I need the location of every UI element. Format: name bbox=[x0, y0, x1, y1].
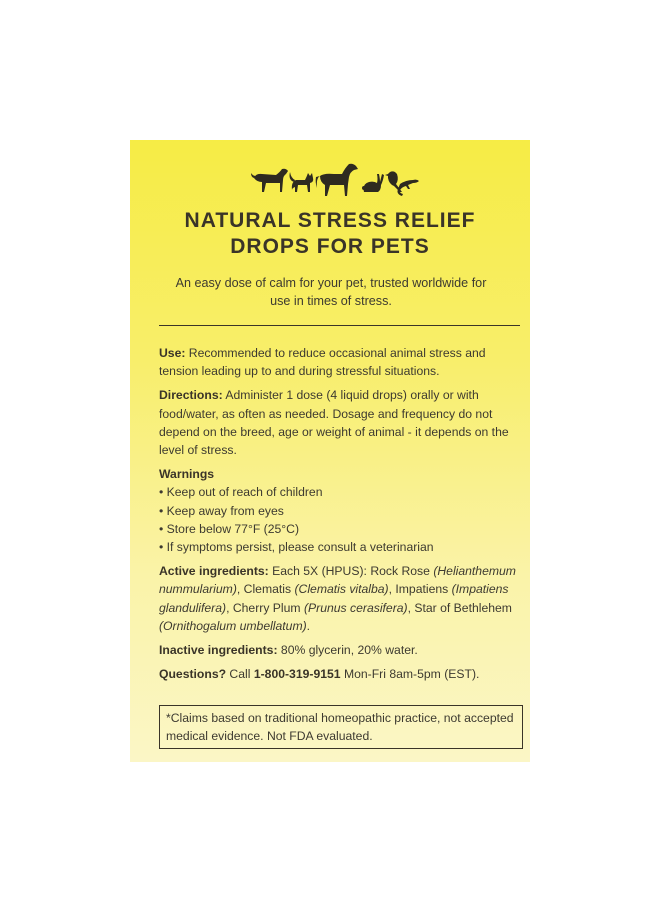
rabbit-icon bbox=[362, 174, 384, 192]
disclaimer-box: *Claims based on traditional homeopathic practice, not accepted medical evidence. Not FDA evaluated. bbox=[159, 705, 523, 749]
inactive-ingredients-section bbox=[159, 641, 523, 659]
animal-silhouettes bbox=[250, 160, 420, 200]
divider-line bbox=[159, 325, 520, 326]
inactive-ingredients-label: Inactive ingredients: bbox=[159, 643, 278, 658]
use-text: Recommended to reduce occasional animal stress and tension leading up to and during stressful situations. bbox=[159, 346, 486, 379]
active-sci-3: (Impatiens glandulifera) bbox=[159, 582, 509, 615]
title-line-1: NATURAL STRESS RELIEF bbox=[184, 209, 476, 232]
use-label: Use: bbox=[159, 346, 186, 360]
active-text-5: , Star of Bethlehem bbox=[407, 600, 512, 615]
cat-icon bbox=[290, 172, 314, 192]
title-line-2: DROPS FOR PETS bbox=[230, 235, 430, 258]
inactive-text: 80% glycerin, 20% water. bbox=[277, 643, 418, 658]
warnings-heading: Warnings bbox=[159, 467, 215, 482]
warning-item: • Keep out of reach of children bbox=[159, 485, 323, 500]
warning-item: • Keep away from eyes bbox=[159, 503, 284, 518]
directions-section bbox=[159, 386, 523, 459]
directions-label: Directions: bbox=[159, 388, 223, 403]
active-ingredients-label: Active ingredients: bbox=[159, 564, 269, 579]
active-sci-2: (Clematis vitalba) bbox=[294, 582, 389, 597]
warnings-list bbox=[159, 483, 523, 556]
product-subtitle: An easy dose of calm for your pet, trusted worldwide for use in times of stress. bbox=[175, 276, 487, 308]
active-text-3: , Impatiens bbox=[388, 582, 452, 597]
active-sci-4: (Prunus cerasifera) bbox=[303, 600, 408, 615]
product-title bbox=[130, 208, 530, 260]
use-section bbox=[159, 344, 523, 380]
active-ingredients-section bbox=[159, 562, 523, 635]
label-body bbox=[159, 344, 523, 689]
active-sci-5: (Ornithogalum umbellatum) bbox=[159, 618, 307, 633]
lizard-icon bbox=[398, 180, 420, 196]
active-text-6: . bbox=[306, 618, 311, 633]
dog-icon bbox=[251, 169, 288, 192]
active-text-1: Each 5X (HPUS): Rock Rose bbox=[268, 564, 434, 579]
horse-icon bbox=[316, 164, 358, 196]
questions-label: Questions? bbox=[159, 667, 227, 682]
questions-text-2: Mon-Fri 8am-5pm (EST). bbox=[340, 667, 480, 682]
directions-text: Administer 1 dose (4 liquid drops) orally or with food/water, as often as needed. Dosage and frequency do not depend on the breed, age or weight of animal - it depends on the level of stress. bbox=[159, 388, 509, 458]
warning-item: • If symptoms persist, please consult a veterinarian bbox=[159, 540, 434, 555]
phone-number: 1-800-319-9151 bbox=[253, 667, 341, 682]
questions-text-1: Call bbox=[226, 667, 254, 682]
warning-item: • Store below 77°F (25°C) bbox=[159, 521, 300, 536]
questions-section bbox=[159, 665, 523, 683]
active-text-4: , Cherry Plum bbox=[226, 600, 304, 615]
active-text-2: , Clematis bbox=[236, 582, 295, 597]
product-label-panel bbox=[130, 140, 530, 762]
active-sci-1: (Helianthemum nummularium) bbox=[159, 564, 516, 597]
